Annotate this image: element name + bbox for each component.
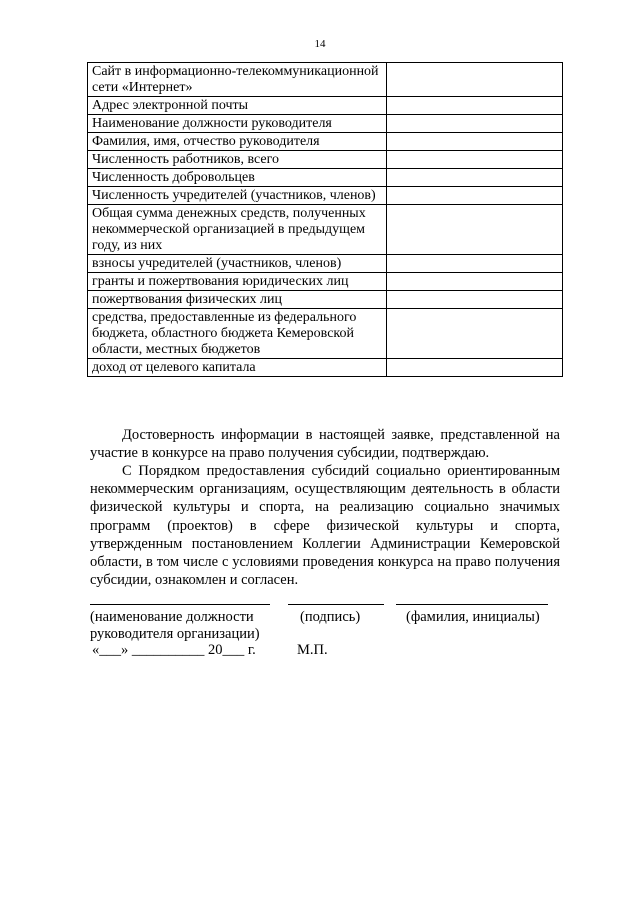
row-value-volunteers (387, 169, 563, 187)
table-row (88, 205, 563, 255)
table-row (88, 151, 563, 169)
name-signature-line (396, 604, 548, 605)
signature-line (288, 604, 384, 605)
table-row (88, 187, 563, 205)
row-value-email (387, 97, 563, 115)
table-row (88, 115, 563, 133)
organization-info-table (87, 62, 563, 377)
row-label-head-position: Наименование должности руководителя (88, 115, 387, 133)
row-value-employees (387, 151, 563, 169)
table-row (88, 255, 563, 273)
row-label-total-funds: Общая сумма денежных средств, полученных некоммерческой организацией в предыдущем году, из них (88, 205, 387, 255)
table-row (88, 63, 563, 97)
row-value-head-position (387, 115, 563, 133)
stamp-label: М.П. (297, 642, 328, 658)
row-value-head-name (387, 133, 563, 151)
row-value-founders (387, 187, 563, 205)
table-row (88, 133, 563, 151)
row-label-member-fees: взносы учредителей (участников, членов) (88, 255, 387, 273)
table-row (88, 291, 563, 309)
row-label-head-name: Фамилия, имя, отчество руководителя (88, 133, 387, 151)
table-row (88, 169, 563, 187)
date-line: «___» __________ 20___ г. (92, 642, 256, 658)
row-value-endowment-income (387, 359, 563, 377)
row-value-individual-donations (387, 291, 563, 309)
row-label-employees: Численность работников, всего (88, 151, 387, 169)
row-value-website (387, 63, 563, 97)
signature-caption: (подпись) (300, 609, 361, 625)
table-row (88, 359, 563, 377)
table-row (88, 97, 563, 115)
row-label-legal-grants: гранты и пожертвования юридических лиц (88, 273, 387, 291)
page-number: 14 (314, 38, 326, 50)
reliability-statement: Достоверность информации в настоящей заявке, представленной на участие в конкурсе на право получения субсидии, подтверждаю. (90, 427, 560, 462)
row-value-legal-grants (387, 273, 563, 291)
row-label-email: Адрес электронной почты (88, 97, 387, 115)
position-signature-line (90, 604, 270, 605)
table-row (88, 273, 563, 291)
row-label-volunteers: Численность добровольцев (88, 169, 387, 187)
row-label-website: Сайт в информационно-телекоммуникационной сети «Интернет» (88, 63, 387, 97)
row-label-founders: Численность учредителей (участников, членов) (88, 187, 387, 205)
position-caption: (наименование должности руководителя организации) (90, 609, 260, 642)
row-value-total-funds (387, 205, 563, 255)
row-label-endowment-income: доход от целевого капитала (88, 359, 387, 377)
procedure-acknowledgement: С Порядком предоставления субсидий социально ориентированным некоммерческим организациям, осуществляющим деятельность в области физической культуры и спорта, на реализацию социально значимых программ (проектов) в сфере физической культуры и спорта, утвержденным постановлением Коллегии Администрации Кемеровской области, в том числе с условиями проведения конкурса на право получения субсидии, ознакомлен и согласен. (90, 463, 560, 589)
row-label-budget-funds: средства, предоставленные из федерального бюджета, областного бюджета Кемеровской области, местных бюджетов (88, 309, 387, 359)
row-label-individual-donations: пожертвования физических лиц (88, 291, 387, 309)
name-caption: (фамилия, инициалы) (406, 609, 540, 625)
table-row (88, 309, 563, 359)
row-value-budget-funds (387, 309, 563, 359)
row-value-member-fees (387, 255, 563, 273)
